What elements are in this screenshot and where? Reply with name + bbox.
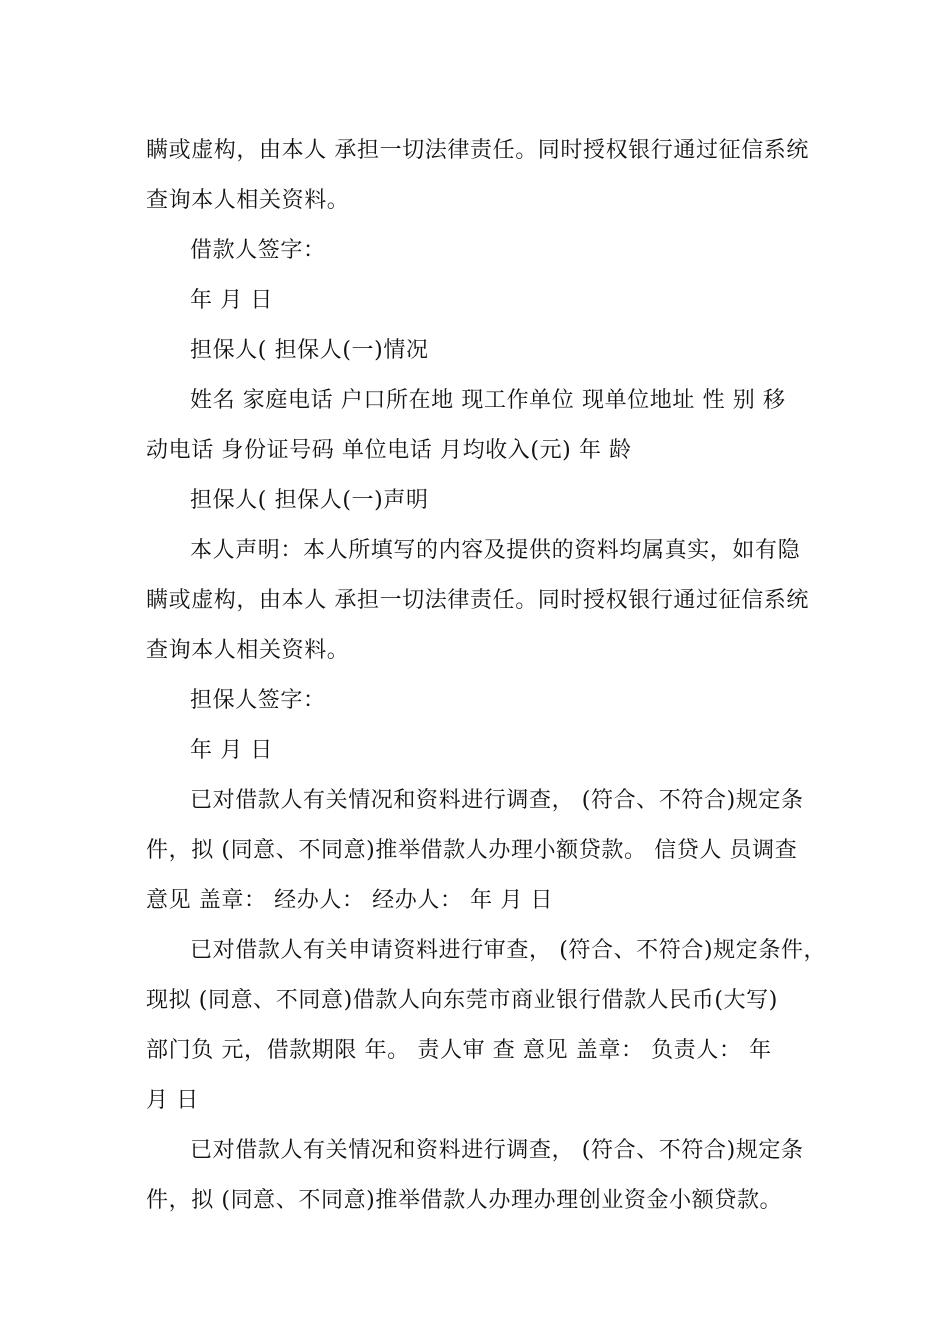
text-line: 月 日	[146, 1088, 199, 1113]
text-line: 已对借款人有关情况和资料进行调查， (符合、不符合)规定条	[190, 1138, 804, 1163]
text-line: 查询本人相关资料。	[146, 188, 350, 213]
text-line: 已对借款人有关申请资料进行审查， (符合、不符合)规定条件，	[190, 938, 827, 963]
text-line: 意见 盖章： 经办人： 经办人： 年 月 日	[146, 888, 554, 913]
date-line: 年 月 日	[190, 738, 273, 763]
text-line: 已对借款人有关情况和资料进行调查， (符合、不符合)规定条	[190, 788, 804, 813]
text-line: 本人声明：本人所填写的内容及提供的资料均属真实，如有隐	[190, 538, 801, 563]
text-line: 件，拟 (同意、不同意)推举借款人办理小额贷款。 信贷人 员调查	[146, 838, 798, 863]
text-line: 现拟 (同意、不同意)借款人向东莞市商业银行借款人民币(大写)	[146, 988, 778, 1013]
date-line: 年 月 日	[190, 288, 273, 313]
guarantor-signature-label: 担保人签字：	[190, 688, 326, 713]
guarantor-info-heading: 担保人( 担保人(一)情况	[190, 338, 429, 363]
guarantor-statement-heading: 担保人( 担保人(一)声明	[190, 488, 429, 513]
text-line: 部门负 元，借款期限 年。 责人审 查 意见 盖章： 负责人： 年	[146, 1038, 772, 1063]
text-line: 动电话 身份证号码 单位电话 月均收入(元) 年 龄	[146, 438, 632, 463]
borrower-signature-label: 借款人签字：	[190, 238, 326, 263]
text-line: 查询本人相关资料。	[146, 638, 350, 663]
text-line: 瞒或虚构，由本人 承担一切法律责任。同时授权银行通过征信系统	[146, 138, 809, 163]
text-line: 瞒或虚构，由本人 承担一切法律责任。同时授权银行通过征信系统	[146, 588, 809, 613]
text-line: 姓名 家庭电话 户口所在地 现工作单位 现单位地址 性 别 移	[190, 388, 786, 413]
text-line: 件，拟 (同意、不同意)推举借款人办理办理创业资金小额贷款。	[146, 1188, 783, 1213]
